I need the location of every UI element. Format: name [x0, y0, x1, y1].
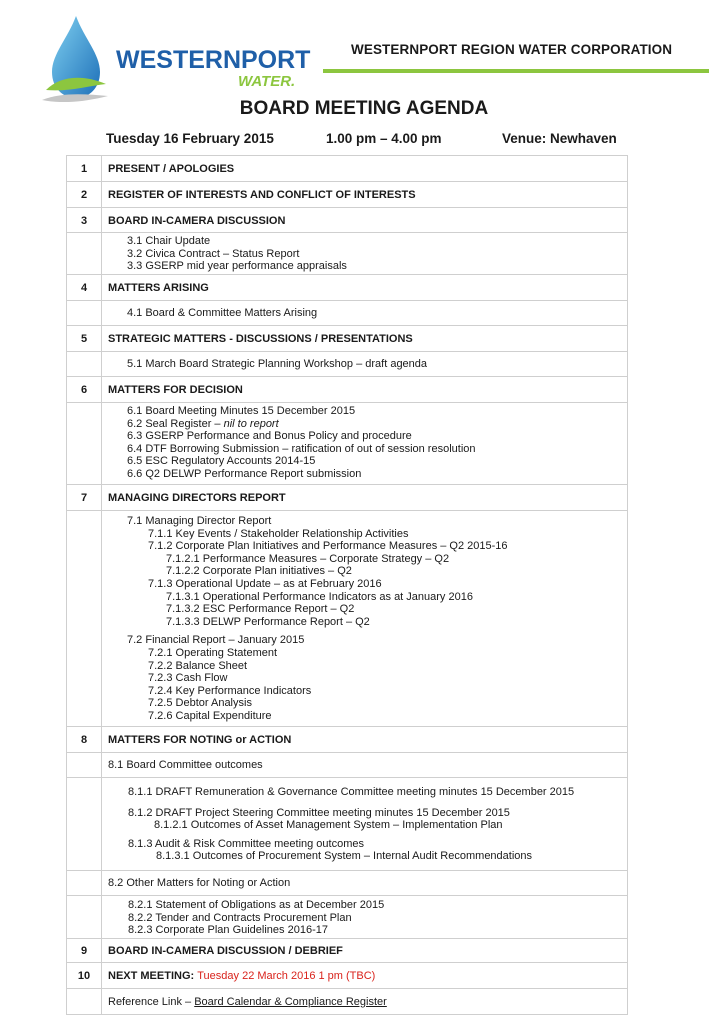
item-number: 3: [80, 215, 88, 227]
agenda-row-8-sub2: [67, 871, 628, 896]
agenda-row-2: [67, 182, 628, 208]
section-heading: MATTERS FOR NOTING or ACTION: [108, 734, 292, 746]
agenda-item: 6.3 GSERP Performance and Bonus Policy and procedure: [127, 430, 412, 443]
item-number: 9: [80, 945, 88, 957]
reference-prefix: Reference Link –: [108, 996, 195, 1008]
section-heading: BOARD IN-CAMERA DISCUSSION: [108, 215, 286, 227]
agenda-subsection: 8.1 Board Committee outcomes: [108, 759, 263, 771]
item-number: 7: [80, 492, 88, 504]
section-heading: PRESENT / APOLOGIES: [108, 163, 235, 175]
agenda-item: 3.2 Civica Contract – Status Report: [127, 247, 300, 260]
board-calendar-link[interactable]: Board Calendar & Compliance Register: [194, 996, 387, 1008]
agenda-row-10: [67, 963, 628, 989]
header-divider: [323, 69, 709, 73]
nil-to-report-note: nil to report: [223, 417, 279, 430]
agenda-row-4-items: [67, 301, 628, 326]
agenda-item: 7.1 Managing Director Report: [127, 515, 272, 527]
agenda-item: 5.1 March Board Strategic Planning Workshop – draft agenda: [127, 358, 428, 370]
agenda-item: 6.4 DTF Borrowing Submission – ratification of out of session resolution: [127, 442, 476, 455]
meeting-venue: Venue: Newhaven: [502, 131, 617, 146]
agenda-item: 8.1.1 DRAFT Remuneration & Governance Committee meeting minutes 15 December 2015: [128, 786, 575, 798]
item-number: 1: [80, 163, 88, 175]
item-number: 10: [77, 970, 91, 982]
agenda-item: [102, 418, 627, 431]
agenda-row-7: [67, 485, 628, 511]
agenda-item: 8.1.2.1 Outcomes of Asset Management System – Implementation Plan: [154, 819, 503, 832]
agenda-item: 4.1 Board & Committee Matters Arising: [127, 307, 318, 319]
westernport-water-logo: [42, 16, 332, 102]
agenda-table: [66, 155, 628, 1015]
agenda-item: 7.1.1 Key Events / Stakeholder Relationship Activities: [148, 527, 409, 540]
agenda-item: 7.1.3 Operational Update – as at February 2016: [148, 577, 382, 590]
agenda-row-3-items: [67, 233, 628, 275]
agenda-row-reference: [67, 989, 628, 1015]
agenda-row-8-sub1: [67, 753, 628, 778]
agenda-row-5: [67, 326, 628, 352]
agenda-item: 3.1 Chair Update: [127, 235, 211, 247]
next-meeting-date: Tuesday 22 March 2016 1 pm (TBC): [197, 970, 376, 982]
section-heading: STRATEGIC MATTERS - DISCUSSIONS / PRESENTATIONS: [108, 333, 413, 345]
agenda-item: 7.1.2.2 Corporate Plan initiatives – Q2: [166, 565, 352, 578]
section-heading: MANAGING DIRECTORS REPORT: [108, 492, 286, 504]
agenda-item: 7.1.2 Corporate Plan Initiatives and Performance Measures – Q2 2015-16: [148, 540, 508, 553]
agenda-item: 7.2.6 Capital Expenditure: [148, 709, 272, 722]
agenda-item: 8.2.3 Corporate Plan Guidelines 2016-17: [128, 924, 328, 937]
item-number: 8: [80, 734, 88, 746]
meeting-date: Tuesday 16 February 2015: [106, 131, 274, 146]
agenda-row-6: [67, 377, 628, 403]
section-heading: NEXT MEETING:: [108, 970, 195, 982]
agenda-item: 7.2 Financial Report – January 2015: [127, 634, 305, 647]
agenda-item: 7.2.4 Key Performance Indicators: [148, 684, 312, 697]
page-title: BOARD MEETING AGENDA: [239, 98, 489, 119]
agenda-row-8-items1: [67, 778, 628, 871]
agenda-item-text: 6.2 Seal Register –: [127, 417, 224, 430]
agenda-item: 7.1.2.1 Performance Measures – Corporate Strategy – Q2: [166, 552, 450, 565]
agenda-subsection: 8.2 Other Matters for Noting or Action: [108, 877, 291, 889]
agenda-row-8-items2: [67, 896, 628, 939]
agenda-item: 6.6 Q2 DELWP Performance Report submission: [127, 467, 362, 480]
meeting-time: 1.00 pm – 4.00 pm: [326, 131, 442, 146]
agenda-row-7-items: [67, 511, 628, 727]
agenda-item: 7.1.3.2 ESC Performance Report – Q2: [166, 603, 355, 616]
svg-text:WATER.: WATER.: [238, 73, 296, 90]
agenda-item: 7.2.1 Operating Statement: [148, 646, 278, 659]
agenda-item: 3.3 GSERP mid year performance appraisals: [127, 260, 347, 273]
item-number: 6: [80, 384, 88, 396]
agenda-item: 8.2.2 Tender and Contracts Procurement Plan: [128, 911, 352, 924]
agenda-row-5-items: [67, 352, 628, 377]
section-heading: MATTERS ARISING: [108, 282, 209, 294]
agenda-item: 7.1.3.3 DELWP Performance Report – Q2: [166, 615, 370, 628]
section-heading: MATTERS FOR DECISION: [108, 384, 243, 396]
section-heading: BOARD IN-CAMERA DISCUSSION / DEBRIEF: [108, 945, 343, 957]
svg-text:WESTERNPORT: WESTERNPORT: [116, 46, 311, 74]
agenda-row-1: [67, 156, 628, 182]
agenda-item: 8.2.1 Statement of Obligations as at December 2015: [128, 899, 385, 911]
agenda-item: 7.2.2 Balance Sheet: [148, 659, 248, 672]
agenda-item: 7.1.3.1 Operational Performance Indicators as at January 2016: [166, 590, 473, 603]
agenda-row-8: [67, 727, 628, 753]
agenda-item: 6.1 Board Meeting Minutes 15 December 2015: [127, 405, 356, 417]
item-number: 5: [80, 333, 88, 345]
agenda-row-6-items: [67, 403, 628, 485]
item-number: 4: [80, 282, 88, 294]
agenda-item: 8.1.3.1 Outcomes of Procurement System – Internal Audit Recommendations: [156, 850, 533, 863]
agenda-item: 6.5 ESC Regulatory Accounts 2014-15: [127, 455, 316, 468]
item-number: 2: [80, 189, 88, 201]
section-heading: REGISTER OF INTERESTS AND CONFLICT OF INTERESTS: [108, 189, 416, 201]
agenda-item: 8.1.2 DRAFT Project Steering Committee meeting minutes 15 December 2015: [128, 806, 510, 819]
organisation-name: WESTERNPORT REGION WATER CORPORATION: [351, 42, 673, 57]
agenda-item: 7.2.3 Cash Flow: [148, 672, 228, 685]
agenda-item: 8.1.3 Audit & Risk Committee meeting outcomes: [128, 837, 364, 850]
agenda-row-3: [67, 208, 628, 233]
agenda-row-4: [67, 275, 628, 301]
agenda-item: 7.2.5 Debtor Analysis: [148, 697, 252, 710]
agenda-row-9: [67, 939, 628, 963]
